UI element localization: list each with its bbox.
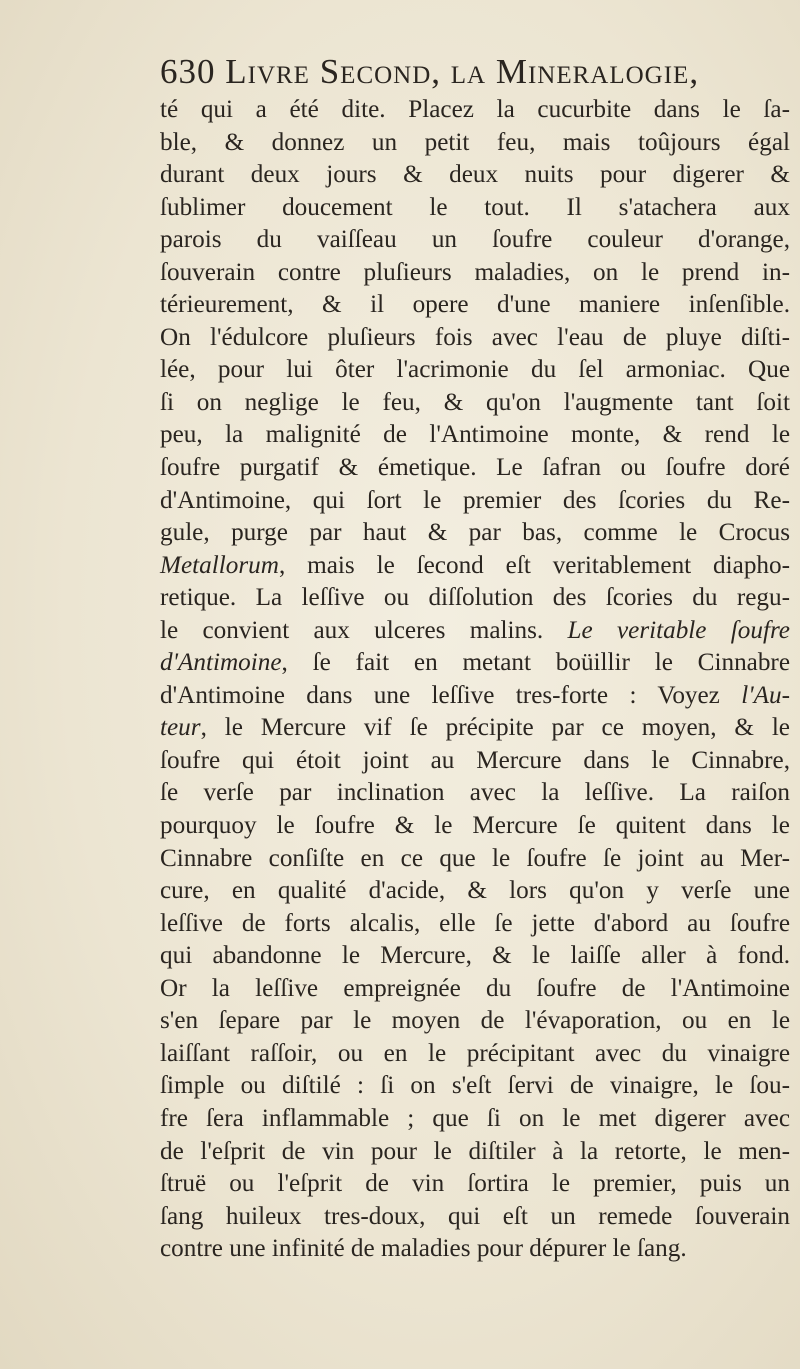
- italic-text: teur: [160, 714, 201, 742]
- text-segment: ſi on neglige le feu, & qu'on l'augmente tant ſoit: [160, 388, 790, 416]
- text-line: [160, 322, 790, 355]
- text-line: [160, 1136, 790, 1169]
- text-line: [160, 550, 790, 583]
- text-segment: contre une infinité de maladies pour dépurer le ſang.: [160, 1235, 687, 1263]
- text-segment: d'Antimoine, qui ſort le premier des ſcories du Re-: [160, 486, 790, 514]
- text-segment: parois du vaiſſeau un ſoufre couleur d'orange,: [160, 226, 790, 254]
- text-segment: durant deux jours & deux nuits pour digerer &: [160, 161, 790, 189]
- text-line: [160, 810, 790, 843]
- text-line: [160, 680, 790, 713]
- text-segment: Or la leſſive empreignée du ſoufre de l'Antimoine: [160, 974, 790, 1002]
- text-segment: lée, pour lui ôter l'acrimonie du ſel armoniac. Que: [160, 356, 790, 384]
- text-line: [160, 387, 790, 420]
- text-segment: On l'édulcore pluſieurs fois avec l'eau de pluye diſti-: [160, 323, 790, 351]
- text-line: [160, 908, 790, 941]
- text-line: [160, 127, 790, 160]
- text-line: [160, 973, 790, 1006]
- text-segment: , mais le ſecond eſt veritablement diapho-: [278, 551, 790, 579]
- text-segment: ſublimer doucement le tout. Il s'atachera aux: [160, 193, 790, 221]
- text-line: [160, 485, 790, 518]
- text-line: [160, 777, 790, 810]
- text-line: [160, 940, 790, 973]
- text-segment: retique. La leſſive ou diſſolution des ſcories du regu-: [160, 584, 790, 612]
- text-line: [160, 843, 790, 876]
- text-line: [160, 354, 790, 387]
- text-line: [160, 192, 790, 225]
- text-segment: s'en ſepare par le moyen de l'évaporation, ou en le: [160, 1007, 790, 1035]
- text-line: [160, 712, 790, 745]
- text-line: [160, 419, 790, 452]
- text-segment: ſimple ou diſtilé : ſi on s'eſt ſervi de vinaigre, le ſou-: [160, 1072, 790, 1100]
- text-segment: le convient aux ulceres malins.: [160, 616, 568, 644]
- text-line: [160, 647, 790, 680]
- text-segment: ſouverain contre pluſieurs maladies, on le prend in-: [160, 258, 790, 286]
- text-segment: laiſſant raſſoir, ou en le précipitant avec du vinaigre: [160, 1039, 790, 1067]
- text-line: [160, 875, 790, 908]
- text-segment: d'Antimoine dans une leſſive tres-forte : Voyez: [160, 681, 742, 709]
- text-segment: fre ſera inflammable ; que ſi on le met digerer avec: [160, 1104, 790, 1132]
- text-line: [160, 1103, 790, 1136]
- text-segment: , ſe fait en metant boüillir le Cinnabre: [281, 649, 790, 677]
- text-segment: Cinnabre conſiſte en ce que le ſoufre ſe joint au Mer-: [160, 844, 790, 872]
- text-line: [160, 257, 790, 290]
- text-line: [160, 1168, 790, 1201]
- text-segment: de l'eſprit de vin pour le diſtiler à la retorte, le men-: [160, 1137, 790, 1165]
- text-line: [160, 517, 790, 550]
- text-line: [160, 1201, 790, 1234]
- text-line: [160, 615, 790, 648]
- text-line: [160, 452, 790, 485]
- text-line: [160, 582, 790, 615]
- italic-text: Metallorum: [160, 551, 279, 579]
- text-segment: leſſive de forts alcalis, elle ſe jette d'abord au ſoufre: [160, 909, 790, 937]
- text-segment: peu, la malignité de l'Antimoine monte, & rend le: [160, 421, 790, 449]
- text-segment: cure, en qualité d'acide, & lors qu'on y verſe une: [160, 877, 790, 905]
- text-segment: ſoufre purgatif & émetique. Le ſafran ou ſoufre doré: [160, 454, 790, 482]
- italic-text: Le veritable ſoufre: [567, 616, 790, 644]
- text-segment: ſtruë ou l'eſprit de vin ſortira le premier, puis un: [160, 1170, 790, 1198]
- text-line: [160, 1038, 790, 1071]
- italic-text: d'Antimoine: [160, 649, 282, 677]
- text-segment: térieurement, & il opere d'une maniere inſenſible.: [160, 291, 790, 319]
- text-segment: ble, & donnez un petit feu, mais toûjours égal: [160, 128, 790, 156]
- text-line: [160, 94, 790, 127]
- body-text: [160, 94, 790, 1266]
- text-segment: ſe verſe par inclination avec la leſſive. La raiſon: [160, 779, 790, 807]
- text-line: [160, 289, 790, 322]
- text-line: [160, 159, 790, 192]
- text-line: [160, 224, 790, 257]
- italic-text: l'Au-: [741, 681, 790, 709]
- text-line: [160, 1005, 790, 1038]
- text-segment: té qui a été dite. Placez la cucurbite dans le ſa-: [160, 96, 790, 123]
- text-segment: , le Mercure vif ſe précipite par ce moyen, & le: [200, 714, 790, 742]
- text-line: [160, 1233, 790, 1266]
- text-segment: ſang huileux tres-doux, qui eſt un remede ſouverain: [160, 1202, 790, 1230]
- text-block: [160, 50, 790, 1266]
- running-head: 630 Livre Second, la Mineralogie,: [160, 52, 700, 91]
- text-segment: qui abandonne le Mercure, & le laiſſe aller à fond.: [160, 942, 790, 970]
- text-segment: ſoufre qui étoit joint au Mercure dans le Cinnabre,: [160, 746, 790, 774]
- text-segment: gule, purge par haut & par bas, comme le Crocus: [160, 519, 790, 547]
- text-segment: pourquoy le ſoufre & le Mercure ſe quitent dans le: [160, 812, 790, 840]
- text-line: [160, 745, 790, 778]
- text-line: [160, 1070, 790, 1103]
